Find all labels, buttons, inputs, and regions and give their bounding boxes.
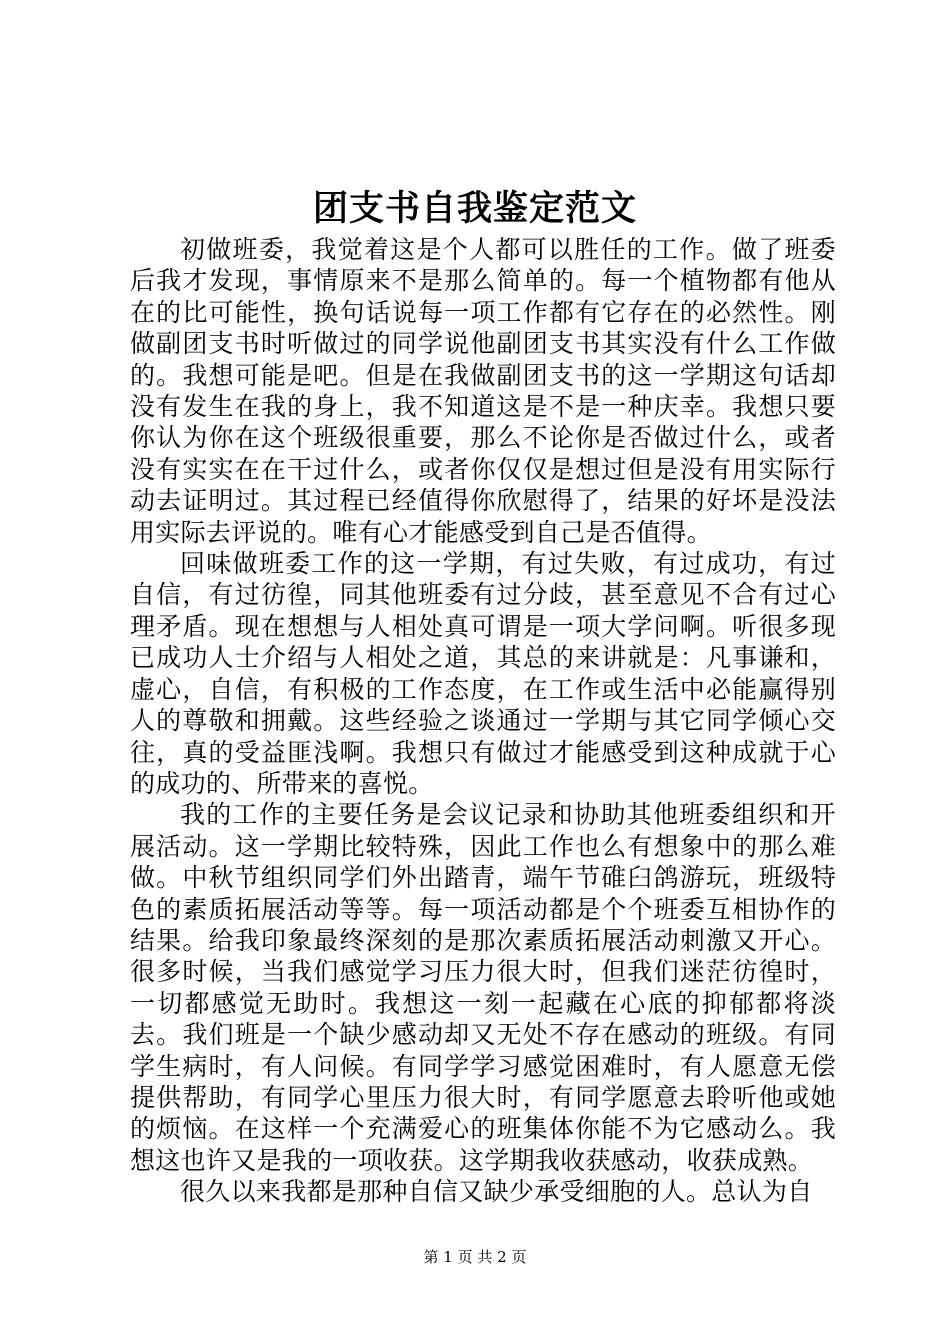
page-title: 团支书自我鉴定范文	[312, 188, 637, 229]
document-body	[130, 234, 836, 1208]
page-footer: 第 1 页 共 2 页	[423, 1248, 527, 1266]
paragraph: 很久以来我都是那种自信又缺少承受细胞的人。总认为自	[180, 1177, 813, 1207]
paragraph: 回味做班委工作的这一学期，有过失败，有过成功，有过自信，有过彷徨，同其他班委有过分歧，甚至意见不合有过心理矛盾。现在想想与人相处真可谓是一项大学问啊。听很多现已成功人士介绍与人相处之道，其总的来讲就是：凡事谦和，虚心，自信，有积极的工作态度，在工作或生活中必能赢得别人的尊敬和拥戴。这些经验之谈通过一学期与其它同学倾心交往，真的受益匪浅啊。我想只有做过才能感受到这种成就于心的成功的、所带来的喜悦。	[130, 549, 836, 798]
paragraph: 初做班委，我觉着这是个人都可以胜任的工作。做了班委后我才发现，事情原来不是那么简单的。每一个植物都有他从在的比可能性，换句话说每一项工作都有它存在的必然性。刚做副团支书时听做过的同学说他副团支书其实没有什么工作做的。我想可能是吧。但是在我做副团支书的这一学期这句话却没有发生在我的身上，我不知道这是不是一种庆幸。我想只要你认为你在这个班级很重要，那么不论你是否做过什么，或者没有实实在在干过什么，或者你仅仅是想过但是没有用实际行动去证明过。其过程已经值得你欣慰得了，结果的好坏是没法用实际去评说的。唯有心才能感受到自己是否值得。	[130, 235, 836, 547]
paragraph: 我的工作的主要任务是会议记录和协助其他班委组织和开展活动。这一学期比较特殊，因此工作也么有想象中的那么难做。中秋节组织同学们外出踏青，端午节碓臼鸽游玩，班级特色的素质拓展活动等等。每一项活动都是个个班委互相协作的结果。给我印象最终深刻的是那次素质拓展活动刺激又开心。很多时候，当我们感觉学习压力很大时，但我们迷茫彷徨时，一切都感觉无助时。我想这一刻一起藏在心底的抑郁都将淡去。我们班是一个缺少感动却又无处不存在感动的班级。有同学生病时，有人问候。有同学学习感觉困难时，有人愿意无偿提供帮助，有同学心里压力很大时，有同学愿意去聆听他或她的烦恼。在这样一个充满爱心的班集体你能不为它感动么。我想这也许又是我的一项收获。这学期我收获感动，收获成熟。	[130, 800, 836, 1175]
